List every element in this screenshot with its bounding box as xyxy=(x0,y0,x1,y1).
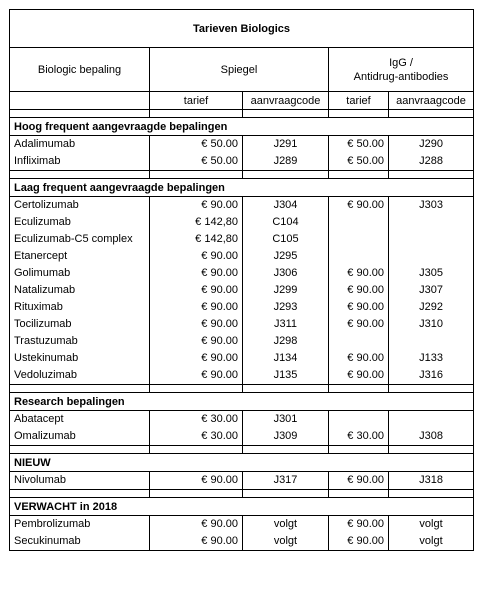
spiegel-tarief: € 30.00 xyxy=(201,430,238,442)
spacer-cell xyxy=(243,171,329,179)
spacer-cell xyxy=(329,490,389,498)
biologic-name: Rituximab xyxy=(14,301,63,313)
spacer-cell xyxy=(389,446,474,454)
igg-tarief: € 90.00 xyxy=(347,369,384,381)
spacer-cell xyxy=(10,490,150,498)
igg-tarief xyxy=(333,214,384,231)
igg-tarief: € 90.00 xyxy=(347,352,384,364)
spacer-cell xyxy=(389,171,474,179)
section-title: VERWACHT in 2018 xyxy=(10,498,474,516)
igg-tarief: € 90.00 xyxy=(347,267,384,279)
biologic-name: Natalizumab xyxy=(14,284,76,296)
spiegel-tarief: € 90.00 xyxy=(201,352,238,364)
igg-aanvraagcode-column xyxy=(389,197,474,385)
spiegel-tarief: € 50.00 xyxy=(201,138,238,150)
spiegel-tarief: € 90.00 xyxy=(201,199,238,211)
section-group xyxy=(10,472,474,490)
biologic-name: Golimumab xyxy=(14,267,71,279)
spiegel-aanvraagcode: J301 xyxy=(273,413,298,425)
igg-tarief-column xyxy=(329,516,389,551)
igg-aanvraagcode xyxy=(393,411,469,428)
biologic-name: Adalimumab xyxy=(14,138,76,150)
biologic-name: Omalizumab xyxy=(14,430,76,442)
spiegel-tarief: € 142,80 xyxy=(195,233,238,245)
igg-tarief: € 90.00 xyxy=(347,535,384,547)
spiegel-tarief-column xyxy=(150,136,243,171)
igg-aanvraagcode: J133 xyxy=(419,352,443,364)
spiegel-tarief: € 90.00 xyxy=(201,335,238,347)
spiegel-aanvraagcode: J291 xyxy=(273,138,298,150)
spacer-cell xyxy=(10,446,150,454)
biologic-name: Eculizumab-C5 complex xyxy=(14,233,133,245)
biologic-name: Etanercept xyxy=(14,250,68,262)
header-biologic-bepaling: Biologic bepaling xyxy=(10,48,150,92)
spacer-cell xyxy=(389,385,474,393)
biologic-name-column xyxy=(10,411,150,446)
biologic-name: Abatacept xyxy=(14,413,64,425)
subheader-igg-aanvraagcode: aanvraagcode xyxy=(389,92,474,110)
spiegel-tarief: € 90.00 xyxy=(201,518,238,530)
subheader-spiegel-aanvraagcode: aanvraagcode xyxy=(243,92,329,110)
spacer-cell xyxy=(329,171,389,179)
spacer-cell xyxy=(329,110,389,118)
igg-aanvraagcode: J290 xyxy=(419,138,443,150)
igg-tarief-column xyxy=(329,197,389,385)
spiegel-aanvraagcode: J306 xyxy=(273,267,298,279)
section-group xyxy=(10,411,474,446)
spacer-cell xyxy=(389,490,474,498)
igg-aanvraagcode: J288 xyxy=(419,155,443,167)
header-igg-line1: IgG / xyxy=(389,56,413,69)
spiegel-tarief-column xyxy=(150,472,243,490)
biologic-name: Nivolumab xyxy=(14,474,66,486)
biologic-name: Certolizumab xyxy=(14,199,79,211)
biologic-name-column xyxy=(10,197,150,385)
biologic-name-column xyxy=(10,516,150,551)
spiegel-aanvraagcode: J309 xyxy=(273,430,298,442)
igg-tarief-column xyxy=(329,411,389,446)
igg-aanvraagcode-column xyxy=(389,516,474,551)
spacer-cell xyxy=(243,446,329,454)
spiegel-aanvraagcode: J311 xyxy=(273,318,298,330)
header-igg-line2: Antidrug-antibodies xyxy=(353,70,449,83)
igg-aanvraagcode-column xyxy=(389,136,474,171)
igg-tarief: € 50.00 xyxy=(347,138,384,150)
biologic-name: Trastuzumab xyxy=(14,335,78,347)
igg-tarief xyxy=(333,231,384,248)
spiegel-tarief: € 90.00 xyxy=(201,301,238,313)
igg-tarief xyxy=(333,411,384,428)
igg-tarief: € 30.00 xyxy=(347,430,384,442)
spacer-cell xyxy=(150,446,243,454)
spacer-cell xyxy=(150,171,243,179)
spacer-cell xyxy=(150,385,243,393)
spiegel-tarief-column xyxy=(150,197,243,385)
biologic-name: Secukinumab xyxy=(14,535,81,547)
biologic-name: Vedoluzimab xyxy=(14,369,77,381)
spiegel-aanvraagcode: J299 xyxy=(273,284,298,296)
spiegel-tarief: € 142,80 xyxy=(195,216,238,228)
igg-tarief: € 90.00 xyxy=(347,284,384,296)
spacer-cell xyxy=(243,385,329,393)
igg-aanvraagcode: J303 xyxy=(419,199,443,211)
spiegel-aanvraagcode: C104 xyxy=(272,216,299,228)
igg-tarief xyxy=(333,333,384,350)
spiegel-aanvraagcode-column xyxy=(243,472,329,490)
igg-tarief: € 50.00 xyxy=(347,155,384,167)
spiegel-aanvraagcode: C105 xyxy=(272,233,299,245)
igg-aanvraagcode: J292 xyxy=(419,301,443,313)
spiegel-aanvraagcode-column xyxy=(243,136,329,171)
spacer-cell xyxy=(243,110,329,118)
igg-tarief: € 90.00 xyxy=(347,199,384,211)
igg-aanvraagcode: J310 xyxy=(419,318,443,330)
section-title: Hoog frequent aangevraagde bepalingen xyxy=(10,118,474,136)
igg-tarief-column xyxy=(329,472,389,490)
igg-aanvraagcode xyxy=(393,231,469,248)
section-title: NIEUW xyxy=(10,454,474,472)
spiegel-aanvraagcode: J135 xyxy=(273,369,298,381)
igg-tarief: € 90.00 xyxy=(347,318,384,330)
igg-aanvraagcode: volgt xyxy=(419,518,443,530)
spiegel-aanvraagcode: J304 xyxy=(273,199,298,211)
spacer-cell xyxy=(10,385,150,393)
igg-aanvraagcode: J316 xyxy=(419,369,443,381)
spiegel-aanvraagcode-column xyxy=(243,411,329,446)
spacer-cell xyxy=(389,110,474,118)
spiegel-aanvraagcode: J317 xyxy=(273,474,298,486)
igg-tarief xyxy=(333,248,384,265)
biologic-name: Infliximab xyxy=(14,155,61,167)
igg-tarief: € 90.00 xyxy=(347,301,384,313)
igg-aanvraagcode: J318 xyxy=(419,474,443,486)
spiegel-aanvraagcode: J298 xyxy=(273,335,298,347)
spiegel-tarief: € 50.00 xyxy=(201,155,238,167)
spacer-cell xyxy=(243,490,329,498)
section-group xyxy=(10,136,474,171)
biologic-name: Tocilizumab xyxy=(14,318,72,330)
igg-aanvraagcode: volgt xyxy=(419,535,443,547)
spiegel-tarief-column xyxy=(150,516,243,551)
igg-aanvraagcode: J307 xyxy=(419,284,443,296)
spacer-cell xyxy=(329,446,389,454)
header-igg-antidrug xyxy=(329,48,474,92)
spiegel-tarief: € 30.00 xyxy=(201,413,238,425)
igg-tarief-column xyxy=(329,136,389,171)
subheader-spiegel-tarief: tarief xyxy=(150,92,243,110)
table-title: Tarieven Biologics xyxy=(10,10,474,48)
igg-aanvraagcode-column xyxy=(389,411,474,446)
spacer-cell xyxy=(150,490,243,498)
section-group xyxy=(10,516,474,551)
biologic-name: Eculizumab xyxy=(14,216,71,228)
spiegel-aanvraagcode-column xyxy=(243,516,329,551)
biologic-name-column xyxy=(10,136,150,171)
igg-aanvraagcode xyxy=(393,248,469,265)
igg-tarief: € 90.00 xyxy=(347,474,384,486)
biologic-name: Pembrolizumab xyxy=(14,518,91,530)
spacer-cell xyxy=(10,110,150,118)
igg-aanvraagcode xyxy=(393,333,469,350)
spiegel-tarief: € 90.00 xyxy=(201,535,238,547)
spiegel-tarief: € 90.00 xyxy=(201,318,238,330)
spacer-cell xyxy=(150,110,243,118)
igg-tarief: € 90.00 xyxy=(347,518,384,530)
section-title: Laag frequent aangevraagde bepalingen xyxy=(10,179,474,197)
section-title: Research bepalingen xyxy=(10,393,474,411)
spiegel-aanvraagcode: J295 xyxy=(273,250,298,262)
spiegel-tarief: € 90.00 xyxy=(201,267,238,279)
spiegel-aanvraagcode: volgt xyxy=(273,518,298,530)
subheader-igg-tarief: tarief xyxy=(329,92,389,110)
tarieven-table xyxy=(9,9,474,551)
spiegel-aanvraagcode: J289 xyxy=(273,155,298,167)
spiegel-aanvraagcode-column xyxy=(243,197,329,385)
subheader-blank xyxy=(10,92,150,110)
igg-aanvraagcode: J308 xyxy=(419,430,443,442)
spiegel-tarief: € 90.00 xyxy=(201,250,238,262)
section-group xyxy=(10,197,474,385)
spiegel-tarief: € 90.00 xyxy=(201,474,238,486)
spiegel-tarief: € 90.00 xyxy=(201,284,238,296)
biologic-name-column xyxy=(10,472,150,490)
spiegel-aanvraagcode: J134 xyxy=(273,352,298,364)
spiegel-tarief-column xyxy=(150,411,243,446)
igg-aanvraagcode: J305 xyxy=(419,267,443,279)
spacer-cell xyxy=(10,171,150,179)
biologic-name: Ustekinumab xyxy=(14,352,79,364)
igg-aanvraagcode xyxy=(393,214,469,231)
igg-aanvraagcode-column xyxy=(389,472,474,490)
spacer-cell xyxy=(329,385,389,393)
header-spiegel: Spiegel xyxy=(150,48,329,92)
spiegel-aanvraagcode: J293 xyxy=(273,301,298,313)
spiegel-aanvraagcode: volgt xyxy=(273,535,298,547)
spiegel-tarief: € 90.00 xyxy=(201,369,238,381)
